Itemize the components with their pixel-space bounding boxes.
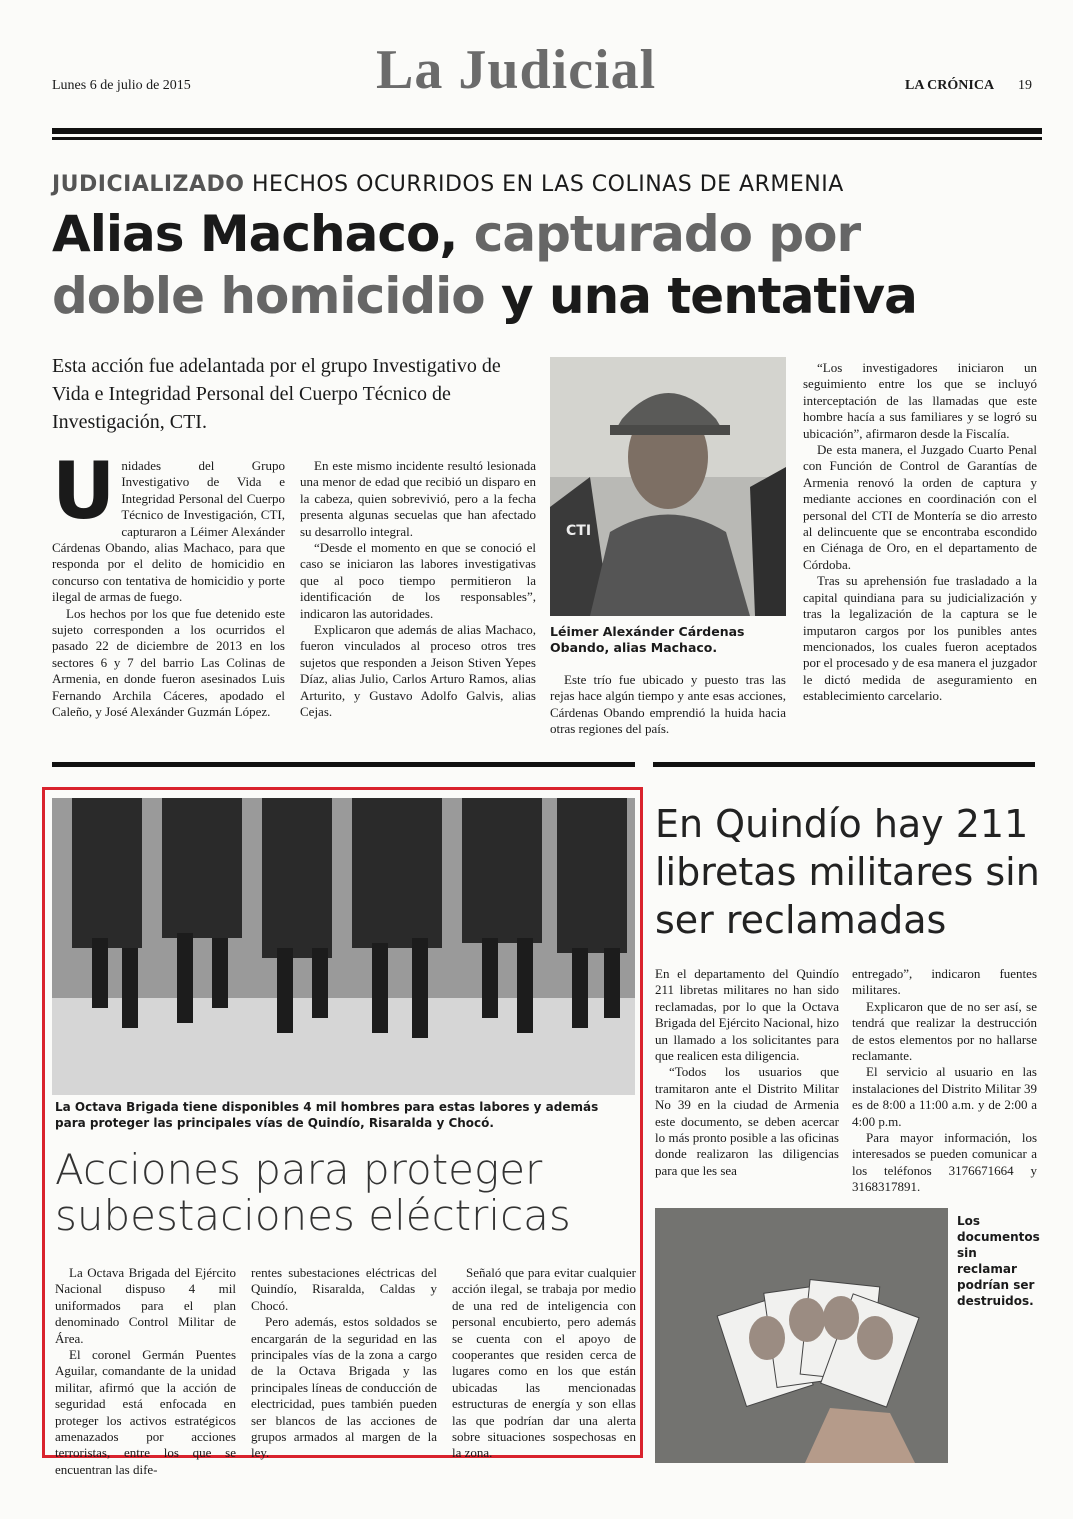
story2-col1-p1: La Octava Brigada del Ejército Nacional dispuso 4 mil uniformados para el plan denominado Control Militar de Área. xyxy=(55,1265,236,1346)
story3-col1-p1: En el departamento del Quindío 211 libretas militares no han sido reclamadas, por lo que la Octava Brigada del Ejército Nacional, hizo un llamado a los solicitantes para que realicen esta diligencia. xyxy=(655,966,839,1064)
header-rule-top xyxy=(52,128,1042,134)
kicker-label: JUDICIALIZADO xyxy=(52,172,245,197)
story2-col1-p2: El coronel Germán Puentes Aguilar, comandante de la unidad militar, afirmó que la acción de seguridad está enfocada en proteger los activos estratégicos amenazados por acciones terroristas, entre los que se encuentran las dife- xyxy=(55,1347,236,1477)
suspect-photo xyxy=(550,357,786,616)
headline-part-b: capturado por xyxy=(457,205,861,263)
story1-col2-p3: Explicaron que además de alias Machaco, fueron vinculados al proceso otros tres sujetos que responden a Jeison Stiven Yepes Díaz, alias Julio, Carlos Arturo Ramos, alias Arturito, y Gustavo Adolfo Galvis, alias Cejas. xyxy=(300,622,536,720)
story1-col4-p2: De esta manera, el Juzgado Cuarto Penal con Función de Control de Garantías de Armenia renovó la orden de captura y mediante acciones en coordinación con el personal del CTI de Montería se dio arresto al delincuente que se encontraba escondido en Ciénaga de Oro, en el departamento de Córdoba. xyxy=(803,442,1037,572)
suspect-photo-illustration xyxy=(550,357,786,616)
story1-col4-p1: “Los investigadores iniciaron un seguimiento entre los que se incluyó interceptación de las llamadas que este hombre hacía a sus familiares y se logró su ubicación”, afirmaron desde la Fiscalía. xyxy=(803,360,1037,441)
suspect-photo-caption: Léimer Alexánder Cárdenas Obando, alias Machaco. xyxy=(550,624,745,655)
header-rule-bottom xyxy=(52,137,1042,140)
story1-column-3 xyxy=(550,672,786,738)
kicker-text: HECHOS OCURRIDOS EN LAS COLINAS DE ARMENIA xyxy=(244,172,844,197)
story1-col2-p1: En este mismo incidente resultó lesionada una menor de edad que recibió un disparo en la cabeza, quien sobrevivió, pero a la fecha presenta algunas secuelas que han afectado su desarrollo integral. xyxy=(300,458,536,539)
story1-col3-p1: Este trío fue ubicado y puesto tras las rejas hace algún tiempo y ante esas acciones, Cárdenas Obando emprendió la huida hacia otras regiones del país. xyxy=(550,672,786,737)
soldiers-photo-illustration xyxy=(52,798,635,1095)
story-divider-right xyxy=(653,762,1035,767)
edition-date: Lunes 6 de julio de 2015 xyxy=(52,78,191,93)
story1-col1-p2: Los hechos por los que fue detenido este sujeto corresponden a los ocurridos el pasado 22 de diciembre de 2013 en los sectores 6 y 7 del barrio Las Colinas de Armenia, en donde fueron asesinados Luis Fernando Archila Cáceres, apodado el Caleño, y José Alexánder Guzmán López. xyxy=(52,605,285,720)
story2-column-2 xyxy=(251,1265,437,1462)
section-title: La Judicial xyxy=(376,39,657,101)
page-number: 19 xyxy=(1018,78,1032,93)
military-cards-caption: Los documentos sin reclamar podrían ser destruidos. xyxy=(957,1214,1040,1308)
headline-part-d: y una tentativa xyxy=(484,267,917,325)
story1-column-1 xyxy=(52,447,285,721)
story2-headline: Acciones para proteger subestaciones eléctricas xyxy=(55,1145,571,1240)
story1-headline xyxy=(52,203,1042,327)
story1-kicker xyxy=(52,172,844,197)
story2-column-1 xyxy=(55,1265,236,1478)
story1-deck: Esta acción fue adelantada por el grupo Investigativo de Vida e Integridad Personal del Cuerpo Técnico de Investigación, CTI. xyxy=(52,355,501,433)
story3-col2-p1: entregado”, indicaron fuentes militares. xyxy=(852,966,1037,998)
newspaper-name: LA CRÓNICA xyxy=(905,78,995,93)
story3-column-2 xyxy=(852,966,1037,1196)
story1-col1-p1: nidades del Grupo Investigativo de Vida e Integridad Personal del Cuerpo Técnico de Investigación, CTI, capturaron a Léimer Alexánder Cárdenas Obando, alias Machaco, para que responda por el delito de homicidio en concurso con tentativa de homicidio y porte ilegal de armas de fuego. xyxy=(52,458,285,605)
story1-col4-p3: Tras su aprehensión fue trasladado a la capital quindiana para su judicialización y tras la legalización de la captura se le imputaron cargos por los punibles antes mencionados, los cuales fueron aceptados por el procesado y de esa manera el juzgador le dictó medida de aseguramiento en establecimiento carcelario. xyxy=(803,573,1037,704)
headline-part-c: doble homicidio xyxy=(52,267,485,325)
story3-col1-p2: “Todos los usuarios que tramitaron ante el Distrito Militar No 39 en la ciudad de Armenia este documento, se deben acercar lo más pronto posible a las oficinas donde realizaron las diligencias para que les sea xyxy=(655,1064,839,1178)
story1-col2-p2: “Desde el momento en que se conoció el caso se iniciaron las labores investigativas que al poco tiempo permitieron la identificación de los responsables”, indicaron las autoridades. xyxy=(300,540,536,621)
story2-column-3 xyxy=(452,1265,636,1462)
story2-col2-p2: Pero además, estos soldados se encargarán de la seguridad en las principales vías de la zona a cargo de la Octava Brigada y las principales líneas de conducción de electricidad, pues también pueden ser blancos de las acciones de grupos armados al margen de la ley. xyxy=(251,1314,437,1461)
military-cards-photo xyxy=(655,1208,948,1463)
soldiers-photo xyxy=(52,798,635,1095)
story1-column-2 xyxy=(300,458,536,721)
soldiers-photo-caption: La Octava Brigada tiene disponibles 4 mil hombres para estas labores y además para proteger las principales vías de Quindío, Risaralda y Chocó. xyxy=(55,1100,599,1130)
story2-col3-p1: Señaló que para evitar cualquier acción ilegal, se trabaja por medio de una red de inteligencia con personal encubierto, pero además se cuenta con el apoyo de cooperantes que residen cerca de lugares como en los que están ubicadas las mencionadas estructuras de energía y son ellas las que podrían dar una alerta sobre situaciones sospechosas en la zona. xyxy=(452,1265,636,1461)
cti-badge: CTI xyxy=(566,523,592,539)
story-divider-left xyxy=(52,762,635,767)
story1-column-4 xyxy=(803,360,1037,705)
story3-col2-p2: Explicaron que de no ser así, se tendrá que realizar la destrucción de estos elementos por no hallarse reclamante. xyxy=(852,998,1037,1064)
story3-headline: En Quindío hay 211 libretas militares sin ser reclamadas xyxy=(655,802,1040,942)
military-cards-illustration xyxy=(655,1208,948,1463)
story3-col2-p3: El servicio al usuario en las instalaciones del Distrito Militar 39 es de 8:00 a 11:00 a.m. y de 2:00 a 4:00 p.m. xyxy=(852,1064,1037,1129)
story3-col2-p4: Para mayor información, los interesados se pueden comunicar a los teléfonos 3176671664 y 3168317891. xyxy=(852,1130,1037,1195)
drop-cap: U xyxy=(52,447,116,537)
story2-col2-p1: rentes subestaciones eléctricas del Quindío, Risaralda, Caldas y Chocó. xyxy=(251,1265,437,1313)
headline-part-a: Alias Machaco, xyxy=(52,205,458,263)
story3-column-1 xyxy=(655,966,839,1179)
